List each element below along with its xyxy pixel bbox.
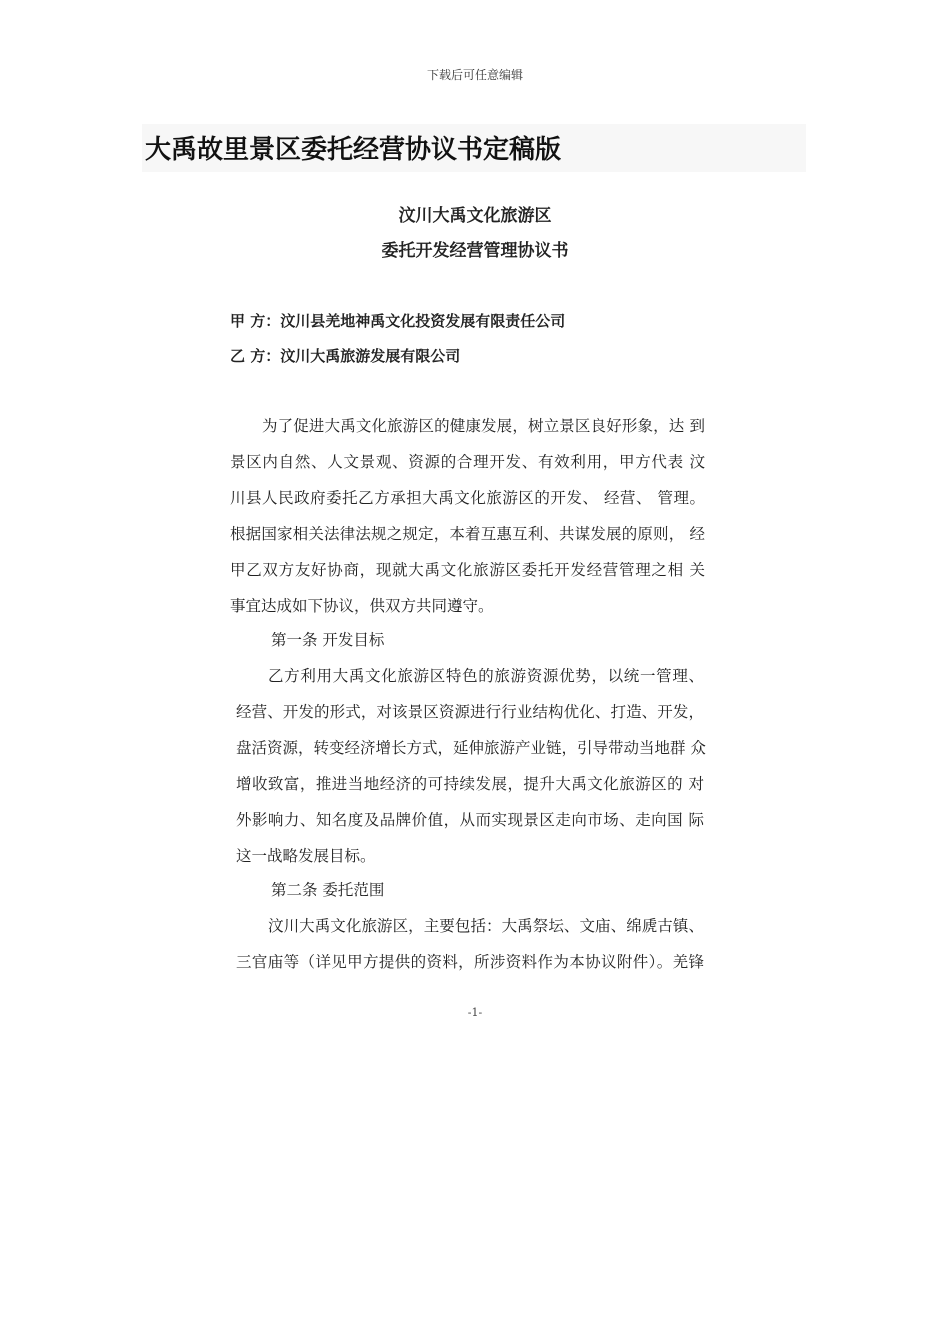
page-header-note: 下载后可任意编辑 xyxy=(426,68,523,82)
preamble-line: 川县人民政府委托乙方承担大禹文化旅游区的开发、 经营、 管理。 xyxy=(230,489,705,507)
article-1-line: 乙方利用大禹文化旅游区特色的旅游资源优势，以统一管理、 xyxy=(268,667,704,685)
article-1-line: 经营、开发的形式，对该景区资源进行行业结构优化、打造、开发， xyxy=(236,703,704,721)
article-2-heading: 第二条 委托范围 xyxy=(271,881,385,899)
subtitle-line-2: 委托开发经营管理协议书 xyxy=(381,241,569,261)
preamble-line: 事宜达成如下协议，供双方共同遵守。 xyxy=(230,597,494,615)
preamble-line: 根据国家相关法律法规之规定，本着互惠互利、共谋发展的原则， 经 xyxy=(230,525,705,543)
article-1-line: 增收致富，推进当地经济的可持续发展，提升大禹文化旅游区的 对 xyxy=(236,775,704,793)
preamble-line: 为了促进大禹文化旅游区的健康发展，树立景区良好形象，达 到 xyxy=(262,417,705,435)
page-number: -1- xyxy=(467,1006,483,1019)
party-a: 甲 方：汶川县羌地神禹文化投资发展有限责任公司 xyxy=(230,312,566,330)
preamble-line: 景区内自然、人文景观、资源的合理开发、有效利用，甲方代表 汶 xyxy=(230,453,705,471)
article-2-line: 汶川大禹文化旅游区，主要包括：大禹祭坛、文庙、绵虒古镇、 xyxy=(268,917,704,935)
party-b: 乙 方：汶川大禹旅游发展有限公司 xyxy=(230,347,461,365)
article-2-line: 三官庙等（详见甲方提供的资料，所涉资料作为本协议附件）。羌锋 xyxy=(236,953,704,971)
preamble-line: 甲乙双方友好协商，现就大禹文化旅游区委托开发经营管理之相 关 xyxy=(230,561,705,579)
article-1-heading: 第一条 开发目标 xyxy=(271,631,385,649)
article-1-line: 这一战略发展目标。 xyxy=(236,847,376,865)
article-2-paragraph xyxy=(236,908,704,980)
document-title: 大禹故里景区委托经营协议书定稿版 xyxy=(145,135,562,165)
preamble-paragraph xyxy=(230,408,705,624)
article-1-paragraph xyxy=(236,658,704,874)
article-1-line: 盘活资源，转变经济增长方式，延伸旅游产业链，引导带动当地群 众 xyxy=(236,739,706,757)
subtitle-line-1: 汶川大禹文化旅游区 xyxy=(398,206,552,226)
article-1-line: 外影响力、知名度及品牌价值，从而实现景区走向市场、走向国 际 xyxy=(236,811,704,829)
